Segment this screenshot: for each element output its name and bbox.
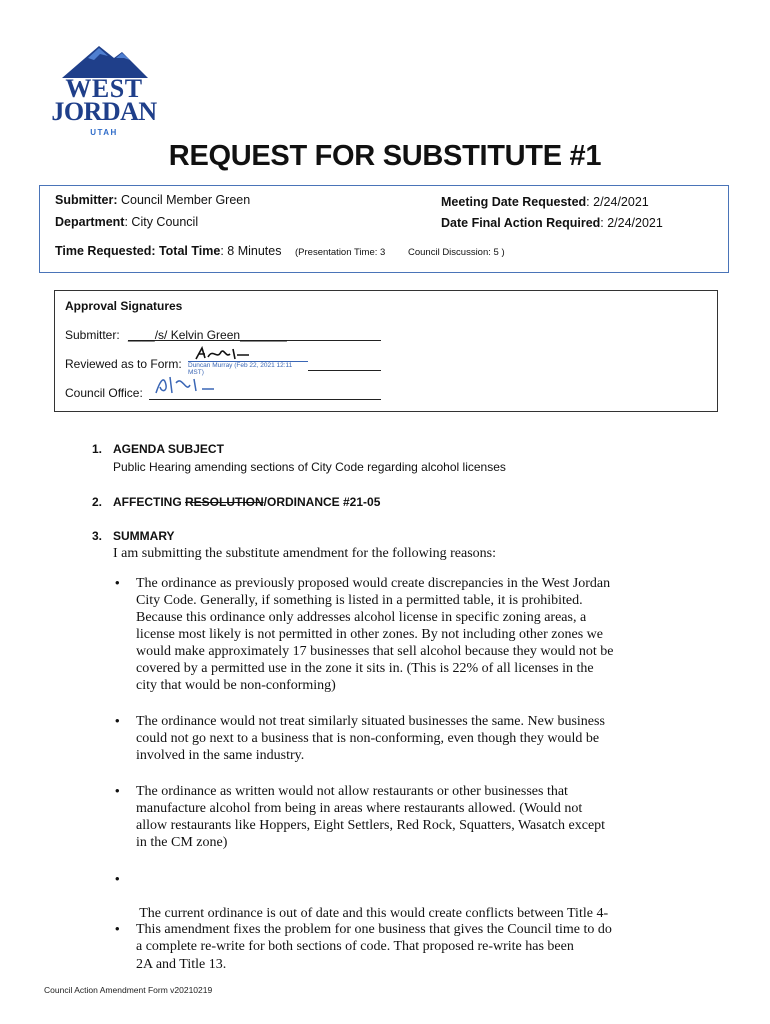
total-time-value: : 8 Minutes <box>220 244 282 258</box>
time-requested-label: Time Requested <box>55 244 152 258</box>
page-title: REQUEST FOR SUBSTITUTE #1 <box>168 140 602 172</box>
submitter-signature: ____/s/ Kelvin Green_______ <box>128 328 287 342</box>
bullet-3-line: manufacture alcohol from being in areas where restaurants allowed. (Would not <box>136 801 583 816</box>
bullet-5-line: This amendment fixes the problem for one business that gives the Council time to do <box>136 922 612 937</box>
logo-west-text: WEST <box>65 74 143 103</box>
bullet-2-line: involved in the same industry. <box>136 748 305 763</box>
bullet-3-line: in the CM zone) <box>136 835 228 850</box>
approval-submitter-label: Submitter: <box>65 328 120 342</box>
bullet-2-line: could not go next to a business that is non-conforming, even though they would be <box>136 731 600 746</box>
department-row <box>55 215 198 229</box>
bullet-5-dot: • <box>115 921 120 936</box>
bullet-2-dot: • <box>115 713 120 728</box>
total-time-label: : Total Time <box>151 244 221 258</box>
final-action-label: Date Final Action Required <box>441 216 601 230</box>
bullet-5 <box>136 921 612 955</box>
council-office-signature-line <box>149 399 381 400</box>
form-version-footer: Council Action Amendment Form v20210219 <box>44 985 213 995</box>
bullet-1-line: license most likely is not permitted in other zones. By not including other zones we <box>136 627 603 642</box>
section-2-number: 2. <box>92 495 103 509</box>
bullet-1-line: City Code. Generally, if something is listed in a permitted table, it is prohibited. <box>136 593 583 608</box>
bullet-3-line: allow restaurants like Hoppers, Eight Settlers, Red Rock, Squatters, Wasatch except <box>136 818 606 833</box>
reviewed-label: Reviewed as to Form: <box>65 357 182 371</box>
bullet-3-line: The ordinance as written would not allow restaurants or other businesses that <box>136 784 568 799</box>
bullet-1-line: Because this ordinance only addresses alcohol license in specific zoning areas, a <box>136 610 587 625</box>
reviewed-signature-mark <box>193 346 253 362</box>
meeting-date-value: : 2/24/2021 <box>586 195 649 209</box>
approval-heading: Approval Signatures <box>65 299 183 313</box>
meeting-date-row <box>441 195 649 209</box>
bullet-1-line: would make approximately 17 businesses that sell alcohol because they would not be <box>136 644 614 659</box>
section-3-number: 3. <box>92 529 103 543</box>
section-2-struck-word: RESOLUTION <box>185 495 264 509</box>
bullet-1-line: The ordinance as previously proposed would create discrepancies in the West Jordan <box>136 576 611 591</box>
bullet-1-line: city that would be non-conforming) <box>136 678 336 693</box>
bullet-4-line: 2A and Title 13. <box>136 957 227 972</box>
section-1-body: Public Hearing amending sections of City Code regarding alcohol licenses <box>113 460 506 474</box>
final-action-value: : 2/24/2021 <box>600 216 663 230</box>
bullet-2-line: The ordinance would not treat similarly situated businesses the same. New business <box>136 714 605 729</box>
bullet-3-dot: • <box>115 783 120 798</box>
council-office-label: Council Office: <box>65 386 143 400</box>
presentation-time: (Presentation Time: 3 <box>295 247 386 258</box>
submitter-row <box>55 193 250 207</box>
bullet-1-line: covered by a permitted use in the zone it sits in. (This is 22% of all licenses in the <box>136 661 594 676</box>
submitter-value: Council Member Green <box>120 193 251 207</box>
bullet-4-line: The current ordinance is out of date and this would create conflicts between Title 4- <box>136 906 609 921</box>
council-office-signature-mark <box>152 371 222 397</box>
section-3-title: SUMMARY <box>113 529 175 543</box>
section-2-title <box>113 495 380 509</box>
logo-utah-text: UTAH <box>90 128 118 137</box>
submitter-label: Submitter: <box>55 193 118 207</box>
bullet-1-dot: • <box>115 575 120 590</box>
bullet-4-dot: • <box>115 871 120 886</box>
time-row <box>55 244 281 258</box>
reviewed-signature-stamp: Duncan Murray (Feb 22, 2021 12:11 MST) <box>188 361 308 376</box>
final-action-row <box>441 216 663 230</box>
section-1-title: AGENDA SUBJECT <box>113 442 224 456</box>
section-2-title-part-a: AFFECTING <box>113 495 185 509</box>
west-jordan-logo <box>44 42 164 142</box>
meeting-date-label: Meeting Date Requested <box>441 195 587 209</box>
department-value: : City Council <box>124 215 199 229</box>
bullet-2 <box>136 713 605 764</box>
logo-jordan-text: JORDAN <box>51 97 157 126</box>
council-discussion-time: Council Discussion: 5 ) <box>408 247 505 258</box>
department-label: Department <box>55 215 125 229</box>
bullet-1 <box>136 575 613 694</box>
bullet-3 <box>136 783 605 851</box>
section-3-intro: I am submitting the substitute amendment for the following reasons: <box>113 546 496 561</box>
bullet-5-line: a complete re-write for both sections of code. That proposed re-write has been <box>136 939 574 954</box>
section-1-number: 1. <box>92 442 103 456</box>
section-2-title-part-b: /ORDINANCE #21-05 <box>263 495 381 509</box>
